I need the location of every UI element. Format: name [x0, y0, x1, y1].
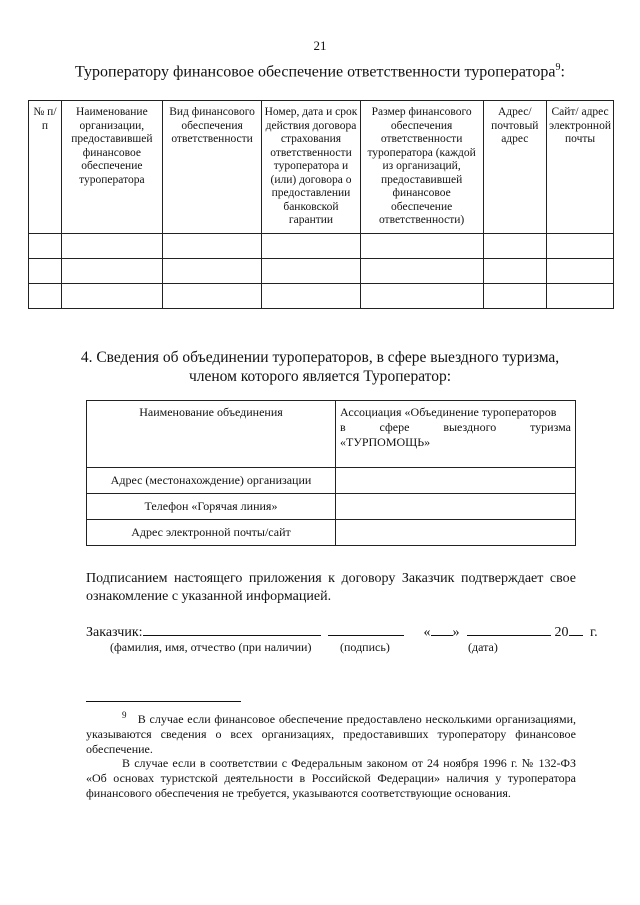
table-row [29, 233, 614, 258]
footnote-ref: 9 [555, 62, 561, 73]
table-cell[interactable] [29, 233, 62, 258]
association-name-line3: «ТУРПОМОЩЬ» [340, 435, 431, 449]
association-name-label: Наименование объединения [87, 401, 336, 468]
year-field[interactable] [569, 622, 583, 636]
col-amount: Размер финансового обеспечения ответственности туроператора (каждой из организаций, предоставившей финансовое обеспечение ответственности) [360, 101, 483, 234]
month-field[interactable] [467, 622, 551, 636]
table-cell[interactable] [29, 283, 62, 308]
title-text: Туроператору финансовое обеспечение ответственности туроператора [75, 63, 556, 81]
col-website: Сайт/ адрес электронной почты [547, 101, 614, 234]
footnote-paragraph-1 [86, 708, 576, 757]
page-number: 21 [313, 38, 327, 53]
table-row [29, 283, 614, 308]
email-label: Адрес электронной почты/сайт [87, 520, 336, 546]
association-name-value [336, 401, 576, 468]
email-row [87, 520, 576, 546]
financial-guarantee-table [28, 100, 614, 309]
association-name-line1: Ассоциация «Объединение туроператоров [340, 405, 557, 419]
table-cell[interactable] [547, 233, 614, 258]
fio-field[interactable] [143, 622, 321, 636]
col-address: Адрес/ почтовый адрес [483, 101, 547, 234]
table-cell[interactable] [262, 283, 360, 308]
caption-date: (дата) [468, 640, 498, 654]
table-header-row [29, 101, 614, 234]
footnote-paragraph-2: В случае если в соответствии с Федеральным законом от 24 ноября 1996 г. № 132-ФЗ «Об основах туристской деятельности в Российской Федерации» наличия у туроператора финансового обеспечения не требуется, указываются соответствующие основания. [86, 756, 576, 800]
caption-fio: (фамилия, имя, отчество (при наличии) [110, 640, 312, 654]
footnote-divider [86, 701, 241, 702]
table-cell[interactable] [360, 233, 483, 258]
table-cell[interactable] [61, 258, 162, 283]
col-guarantee-type: Вид финансового обеспечения ответственности [162, 101, 261, 234]
table-cell[interactable] [360, 258, 483, 283]
association-name-line2: в сфере выездного туризма [340, 420, 571, 434]
table-cell[interactable] [547, 258, 614, 283]
title-colon: : [560, 63, 565, 81]
caption-signature: (подпись) [340, 640, 390, 654]
year-prefix: 20 [554, 625, 569, 640]
association-table [86, 400, 576, 546]
confirmation-text: Подписанием настоящего приложения к договору Заказчик подтверждает свое ознакомление с указанной информацией. [86, 571, 576, 604]
footnote-number: 9 [122, 710, 127, 720]
table-cell[interactable] [61, 283, 162, 308]
hotline-label: Телефон «Горячая линия» [87, 494, 336, 520]
section-4-heading [0, 348, 640, 386]
page-title [0, 62, 640, 81]
email-value[interactable] [336, 520, 576, 546]
table-cell[interactable] [29, 258, 62, 283]
table-row [29, 258, 614, 283]
day-field[interactable] [431, 622, 453, 636]
association-name-row [87, 401, 576, 468]
section-4-line1: 4. Сведения об объединении туроператоров, в сфере выездного туризма, [80, 349, 560, 366]
date-open-quote: « [423, 625, 431, 640]
col-contract: Номер, дата и срок действия договора страхования ответственности туроператора и (или) договора о предоставлении банковской гарантии [262, 101, 360, 234]
address-value[interactable] [336, 468, 576, 494]
table-cell[interactable] [483, 233, 547, 258]
table-cell[interactable] [162, 283, 261, 308]
table-cell[interactable] [483, 283, 547, 308]
hotline-value[interactable] [336, 494, 576, 520]
address-row [87, 468, 576, 494]
table-cell[interactable] [483, 258, 547, 283]
table-cell[interactable] [360, 283, 483, 308]
date-close-quote: » [452, 625, 460, 640]
year-suffix: г. [590, 625, 598, 640]
table-cell[interactable] [61, 233, 162, 258]
footnote-text-1: В случае если финансовое обеспечение предоставлено несколькими организациями, указываются сведения о всех организациях, предоставивших туроператору финансовое обеспечение. [86, 712, 577, 756]
col-organization: Наименование организации, предоставившей финансовое обеспечение туроператора [61, 101, 162, 234]
phone-row [87, 494, 576, 520]
signature-line [86, 622, 598, 641]
table-cell[interactable] [262, 233, 360, 258]
customer-label: Заказчик: [86, 625, 143, 640]
address-label: Адрес (местонахождение) организации [87, 468, 336, 494]
signature-field[interactable] [328, 622, 404, 636]
col-number: № п/п [29, 101, 62, 234]
table-cell[interactable] [162, 233, 261, 258]
table-cell[interactable] [262, 258, 360, 283]
section-4-line2: членом которого является Туроператор: [188, 368, 452, 385]
table-cell[interactable] [547, 283, 614, 308]
table-cell[interactable] [162, 258, 261, 283]
